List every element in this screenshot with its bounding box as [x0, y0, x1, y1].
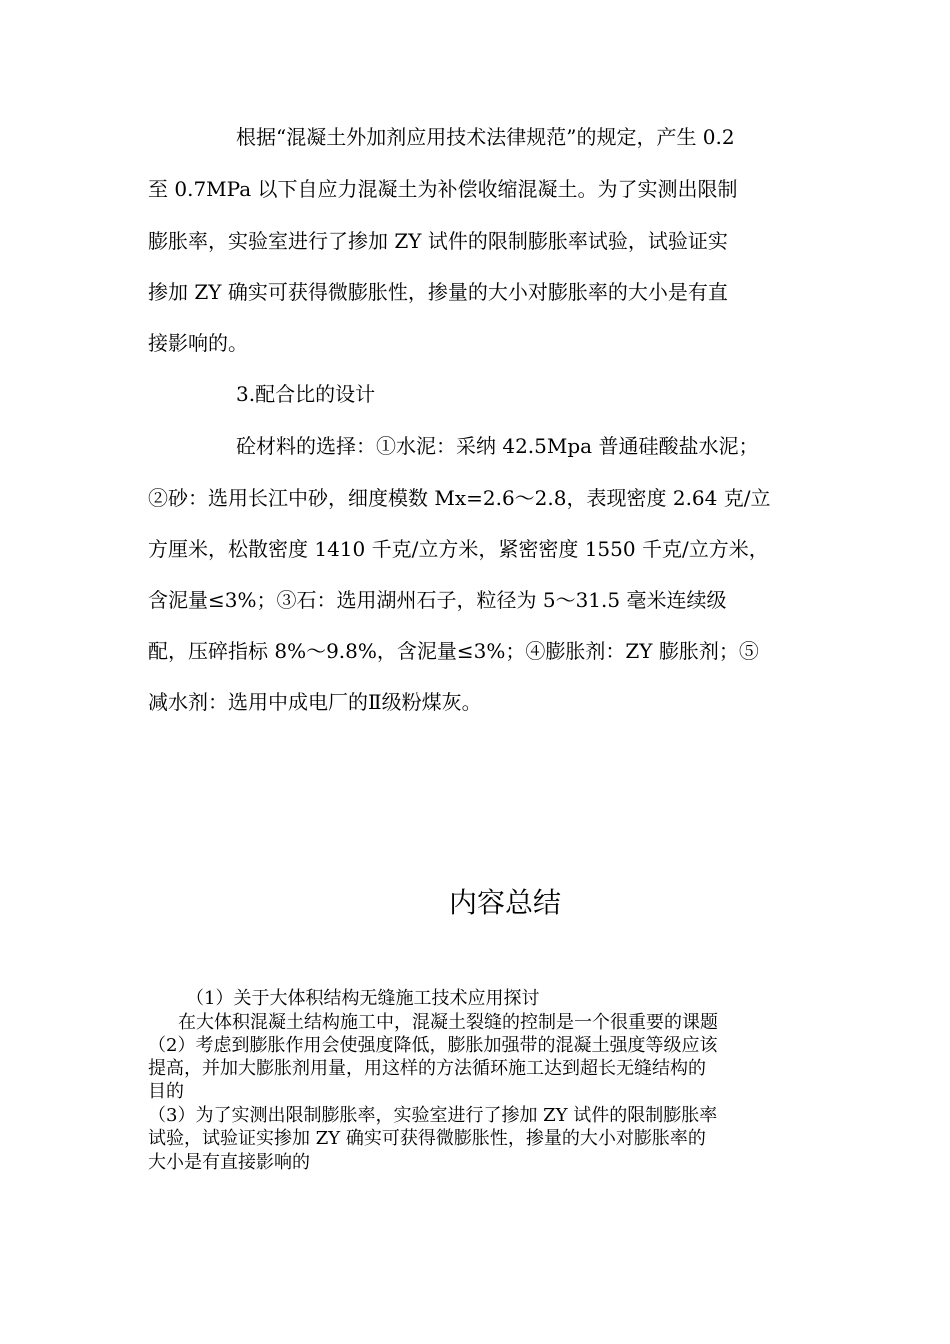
summary-line: 在大体积混凝土结构施工中，混凝土裂缝的控制是一个很重要的课题: [178, 1012, 718, 1033]
summary-line: 试验，试验证实掺加 ZY 确实可获得微膨胀性，掺量的大小对膨胀率的: [148, 1128, 706, 1149]
paragraph-line: 膨胀率，实验室进行了掺加 ZY 试件的限制膨胀率试验，试验证实: [148, 229, 728, 253]
paragraph-line: 接影响的。: [148, 331, 248, 355]
paragraph-line: 方厘米，松散密度 1410 千克/立方米，紧密密度 1550 千克/立方米，: [148, 537, 769, 561]
section-heading: 3.配合比的设计: [236, 382, 376, 406]
paragraph-line: 减水剂：选用中成电厂的Ⅱ级粉煤灰。: [148, 690, 482, 714]
paragraph-line: 掺加 ZY 确实可获得微膨胀性，掺量的大小对膨胀率的大小是有直: [148, 280, 728, 304]
summary-line: 大小是有直接影响的: [148, 1152, 310, 1173]
summary-line: 目的: [148, 1081, 184, 1102]
paragraph-line: 砼材料的选择：①水泥：采纳 42.5Mpa 普通硅酸盐水泥；: [236, 434, 759, 458]
paragraph-line: 配，压碎指标 8%～9.8%，含泥量≤3%；④膨胀剂：ZY 膨胀剂；⑤: [148, 639, 759, 663]
summary-line: （3）为了实测出限制膨胀率，实验室进行了掺加 ZY 试件的限制膨胀率: [148, 1105, 718, 1126]
summary-line: 提高，并加大膨胀剂用量，用这样的方法循环施工达到超长无缝结构的: [148, 1058, 706, 1079]
summary-line: （2）考虑到膨胀作用会使强度降低，膨胀加强带的混凝土强度等级应该: [148, 1035, 718, 1056]
summary-title: 内容总结: [448, 886, 561, 919]
paragraph-line: 至 0.7MPa 以下自应力混凝土为补偿收缩混凝土。为了实测出限制: [148, 177, 738, 201]
paragraph-line: 含泥量≤3%；③石：选用湖州石子，粒径为 5～31.5 毫米连续级: [148, 588, 727, 612]
paragraph-line: 根据“混凝土外加剂应用技术法律规范”的规定，产生 0.2: [236, 125, 735, 149]
paragraph-line: ②砂：选用长江中砂，细度模数 Mx=2.6～2.8，表现密度 2.64 克/立: [148, 486, 771, 510]
summary-line: （1）关于大体积结构无缝施工技术应用探讨: [186, 988, 540, 1009]
